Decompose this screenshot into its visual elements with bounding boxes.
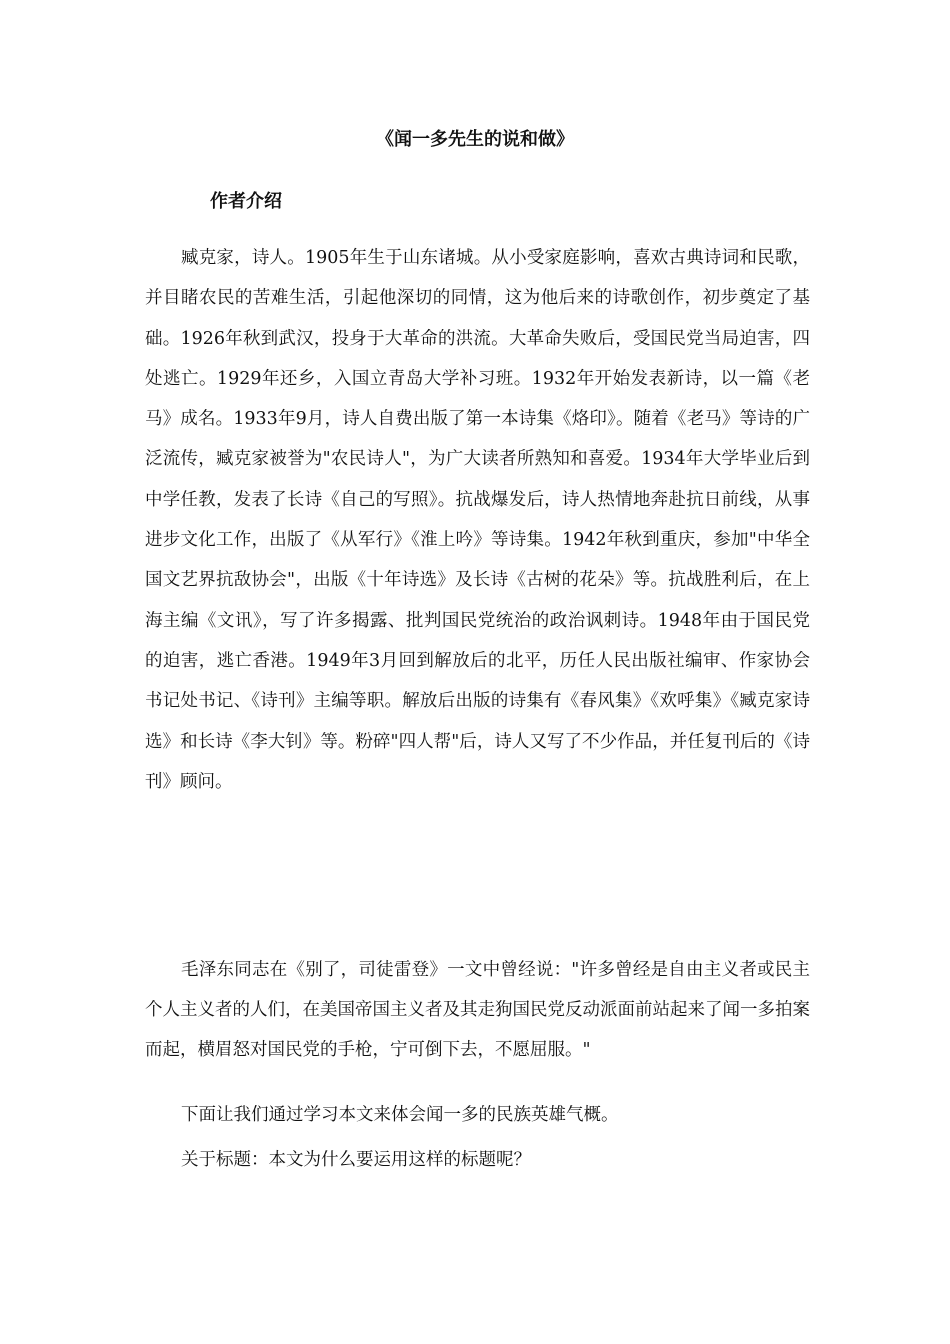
paragraph-mao-quote: 毛泽东同志在《别了，司徒雷登》一文中曾经说："许多曾经是自由主义者或民主个人主义者的人们，在美国帝国主义者及其走狗国民党反动派面前站起来了闻一多拍案而起，横眉怒对国民党的手枪，宁可倒下去，不愿屈服。" [145,960,810,1060]
paragraph-lesson-intro: 下面让我们通过学习本文来体会闻一多的民族英雄气概。 [181,1105,619,1125]
paragraph-title-question: 关于标题：本文为什么要运用这样的标题呢？ [181,1150,531,1170]
paragraph-author-biography: 臧克家，诗人。1905年生于山东诸城。从小受家庭影响，喜欢古典诗词和民歌，并目睹农民的苦难生活，引起他深切的同情，这为他后来的诗歌创作，初步奠定了基础。1926年秋到武汉，投身于大革命的洪流。大革命失败后，受国民党当局迫害，四处逃亡。1929年还乡，入国立青岛大学补习班。1932年开始发表新诗，以一篇《老马》成名。1933年9月，诗人自费出版了第一本诗集《烙印》。随着《老马》等诗的广泛流传，臧克家被誉为"农民诗人"，为广大读者所熟知和喜爱。1934年大学毕业后到中学任教，发表了长诗《自己的写照》。抗战爆发后，诗人热情地奔赴抗日前线，从事进步文化工作，出版了《从军行》《淮上吟》等诗集。1942年秋到重庆，参加"中华全国文艺界抗敌协会"，出版《十年诗选》及长诗《古树的花朵》等。抗战胜利后，在上海主编《文讯》，写了许多揭露、批判国民党统治的政治讽刺诗。1948年由于国民党的迫害，逃亡香港。1949年3月回到解放后的北平，历任人民出版社编审、作家协会书记处书记、《诗刊》主编等职。解放后出版的诗集有《春风集》《欢呼集》《臧克家诗选》和长诗《李大钊》等。粉碎"四人帮"后，诗人又写了不少作品，并任复刊后的《诗刊》顾问。 [145,248,810,792]
document-title: 《闻一多先生的说和做》 [376,129,574,150]
section-heading-author-intro: 作者介绍 [210,191,282,212]
